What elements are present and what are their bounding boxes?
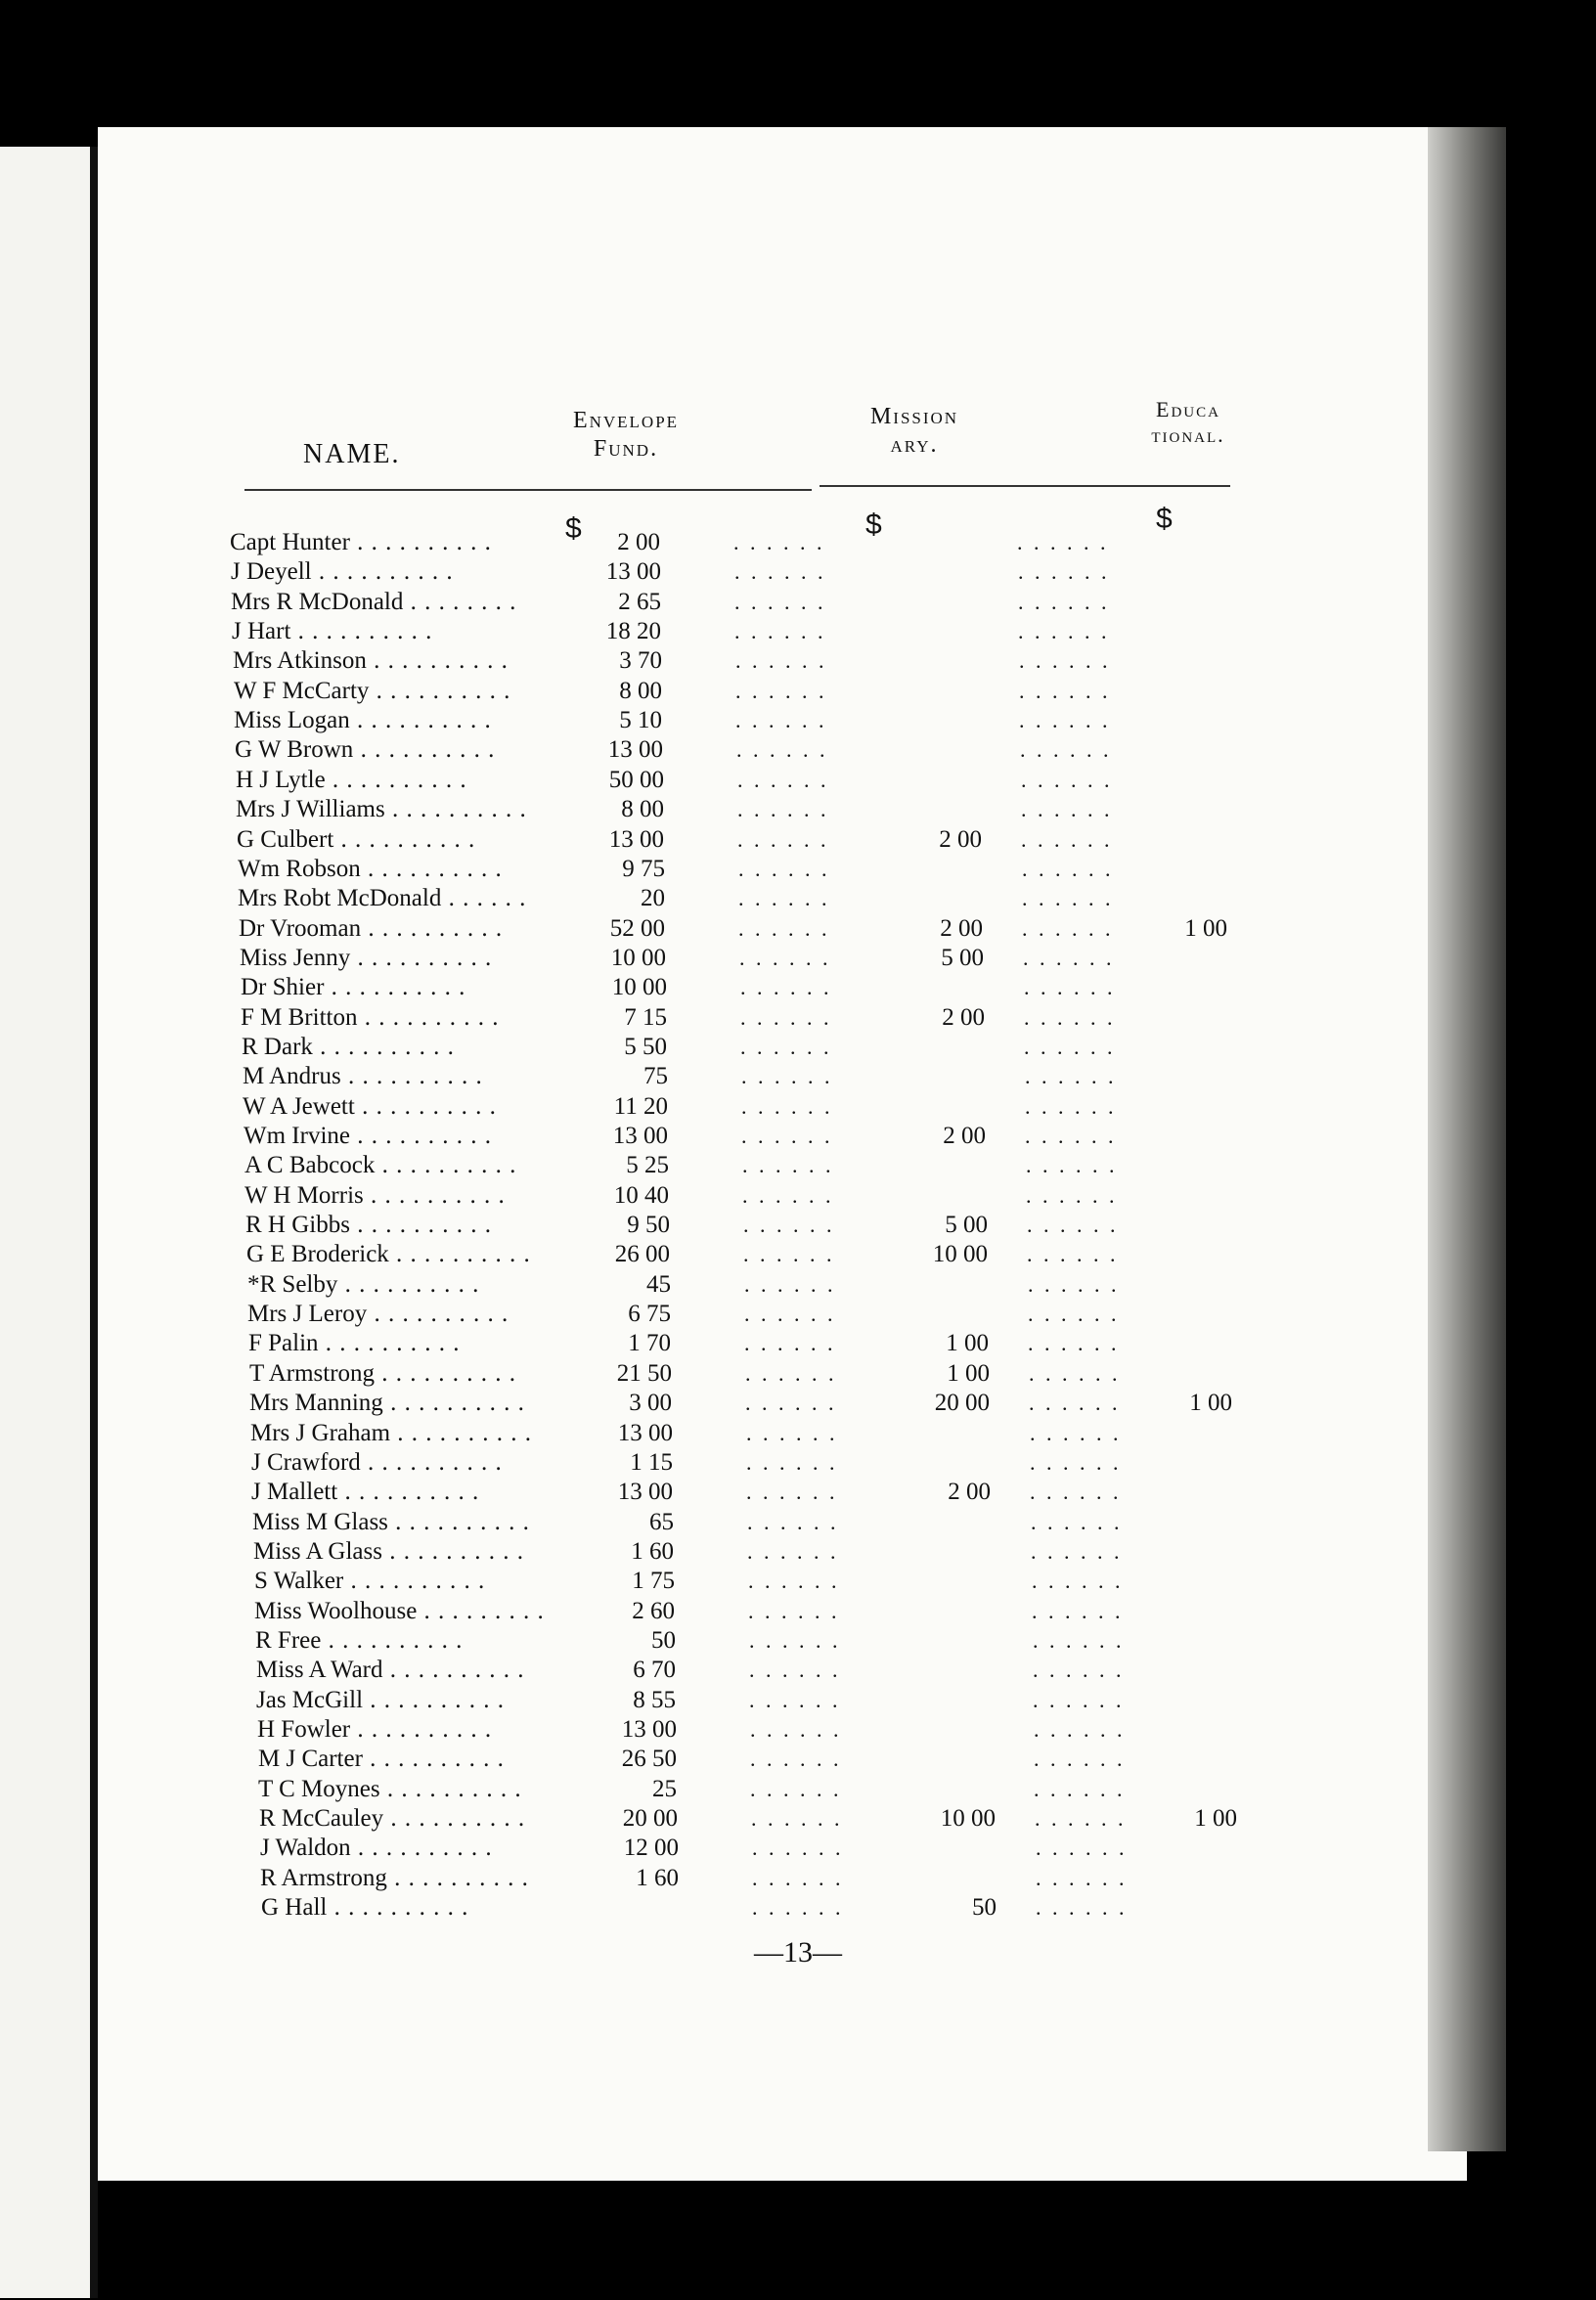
row-leader-dots-envelope: . . . . . . — [748, 1569, 840, 1594]
row-leader-dots-envelope: . . . . . . — [741, 1124, 833, 1148]
facing-page — [0, 147, 90, 2298]
row-leader-dots-envelope: . . . . . . — [745, 1391, 837, 1416]
row-name: G Hall . . . — [261, 1893, 554, 1923]
row-educational-amount: 1 00 — [1189, 1390, 1232, 1417]
row-leader-dots-envelope: . . . . . . — [750, 1747, 842, 1772]
table-row — [98, 1151, 1467, 1180]
row-leader-dots-envelope: . . . . . . — [734, 619, 826, 644]
row-leader-dots-envelope: . . . . . . — [735, 648, 827, 674]
row-leader-dots-missionary: . . . . . . — [1032, 1569, 1124, 1594]
table-row — [98, 1389, 1467, 1418]
row-leader-dots-missionary: . . . . . . — [1018, 559, 1110, 585]
row-envelope-amount: 13 00 — [621, 1716, 677, 1743]
row-leader-dots-missionary: . . . . . . — [1026, 1153, 1118, 1178]
header-mission-line2: ary. — [890, 431, 939, 458]
row-name: J Crawford . . . — [251, 1448, 545, 1478]
row-name: Wm Irvine . . . — [244, 1122, 537, 1151]
row-name: Miss A Ward . . . — [256, 1656, 550, 1685]
row-leader-dots-envelope: . . . . . . — [749, 1687, 841, 1712]
row-name: Miss Jenny . . . — [240, 944, 533, 973]
table-row — [98, 1775, 1467, 1804]
row-leader-dots-missionary: . . . . . . — [1020, 737, 1112, 763]
row-leader-dots-missionary: . . . . . . — [1031, 1538, 1123, 1564]
table-row — [98, 1092, 1467, 1122]
row-leader-dots-missionary: . . . . . . — [1017, 530, 1109, 554]
row-name: R Dark . . . — [242, 1033, 535, 1062]
row-envelope-amount: 8 00 — [619, 677, 662, 704]
row-name: J Hart . . . — [232, 617, 525, 646]
row-leader-dots-missionary: . . . . . . — [1036, 1895, 1128, 1921]
table-row — [98, 1508, 1467, 1537]
row-name: R Free . . . — [255, 1626, 549, 1656]
row-envelope-amount: 1 70 — [628, 1330, 671, 1357]
table-row — [98, 1804, 1467, 1834]
row-leader-dots-missionary: . . . . . . — [1019, 648, 1111, 674]
table-row — [98, 528, 1467, 557]
row-name: Miss Logan . . . — [234, 706, 527, 735]
row-name: W H Morris . . . — [244, 1181, 538, 1211]
row-envelope-amount: 26 00 — [614, 1241, 670, 1268]
row-envelope-amount: 25 — [652, 1775, 677, 1802]
book-spine — [90, 147, 98, 2298]
header-rule-right — [820, 485, 1230, 487]
row-envelope-amount: 2 00 — [617, 529, 660, 555]
table-row — [98, 1656, 1467, 1685]
row-name: J Deyell . . . — [231, 557, 524, 587]
row-leader-dots-missionary: . . . . . . — [1033, 1627, 1125, 1653]
row-leader-dots-envelope: . . . . . . — [750, 1776, 842, 1801]
row-leader-dots-envelope: . . . . . . — [752, 1836, 844, 1861]
row-leader-dots-envelope: . . . . . . — [750, 1717, 842, 1742]
row-missionary-amount: 5 00 — [941, 944, 984, 971]
row-envelope-amount: 1 15 — [630, 1448, 673, 1476]
table-row — [98, 1745, 1467, 1774]
row-name: Miss Woolhouse . . . — [254, 1597, 548, 1626]
row-leader-dots-envelope: . . . . . . — [746, 1480, 838, 1505]
row-leader-dots-missionary: . . . . . . — [1027, 1242, 1119, 1267]
row-name: Mrs Atkinson . . . — [233, 646, 526, 676]
row-name: J Mallett . . . — [251, 1478, 545, 1507]
row-envelope-amount: 8 00 — [621, 796, 664, 823]
row-missionary-amount: 1 00 — [947, 1359, 990, 1387]
row-envelope-amount: 5 25 — [626, 1152, 669, 1179]
row-envelope-amount: 6 70 — [633, 1657, 676, 1684]
table-row — [98, 1893, 1467, 1923]
row-name: F Palin . . . — [248, 1329, 542, 1358]
row-envelope-amount: 3 70 — [619, 647, 662, 675]
row-leader-dots-missionary: . . . . . . — [1021, 797, 1113, 822]
row-leader-dots-missionary: . . . . . . — [1030, 1480, 1122, 1505]
header-missionary — [831, 403, 998, 460]
row-envelope-amount: 65 — [649, 1508, 674, 1535]
row-envelope-amount: 9 75 — [622, 855, 665, 882]
table-row — [98, 1033, 1467, 1062]
row-leader-dots-missionary: . . . . . . — [1028, 1331, 1120, 1356]
row-envelope-amount: 13 00 — [612, 1123, 668, 1149]
header-educational — [1125, 397, 1252, 449]
row-envelope-amount: 13 00 — [617, 1479, 673, 1506]
table-row — [98, 1567, 1467, 1596]
row-leader-dots-envelope: . . . . . . — [749, 1627, 841, 1653]
row-envelope-amount: 10 00 — [610, 944, 666, 971]
row-leader-dots-envelope: . . . . . . — [749, 1658, 841, 1683]
row-envelope-amount: 10 40 — [613, 1181, 669, 1209]
row-leader-dots-missionary: . . . . . . — [1025, 1064, 1117, 1089]
table-row — [98, 795, 1467, 824]
table-row — [98, 825, 1467, 855]
table-row — [98, 1715, 1467, 1745]
table-row — [98, 1181, 1467, 1211]
row-leader-dots-missionary: . . . . . . — [1029, 1360, 1121, 1386]
row-envelope-amount: 50 00 — [608, 766, 664, 793]
row-leader-dots-missionary: . . . . . . — [1030, 1420, 1122, 1445]
row-leader-dots-envelope: . . . . . . — [746, 1449, 838, 1475]
table-row — [98, 1537, 1467, 1567]
row-envelope-amount: 13 00 — [607, 736, 663, 764]
row-leader-dots-envelope: . . . . . . — [738, 886, 830, 911]
header-envelope-line2: Fund. — [593, 435, 659, 462]
table-row — [98, 884, 1467, 913]
row-envelope-amount: 10 00 — [611, 974, 667, 1001]
row-envelope-amount: 45 — [646, 1270, 671, 1298]
row-leader-dots-missionary: . . . . . . — [1035, 1806, 1127, 1832]
row-name: *R Selby . . . — [247, 1270, 541, 1300]
table-row — [98, 1062, 1467, 1091]
row-leader-dots-missionary: . . . . . . — [1036, 1836, 1128, 1861]
row-envelope-amount: 20 — [641, 885, 665, 912]
row-leader-dots-missionary: . . . . . . — [1019, 708, 1111, 733]
row-leader-dots-missionary: . . . . . . — [1034, 1776, 1126, 1801]
header-rule-left — [244, 489, 812, 491]
row-envelope-amount: 1 60 — [631, 1537, 674, 1565]
row-leader-dots-missionary: . . . . . . — [1018, 589, 1110, 614]
row-leader-dots-missionary: . . . . . . — [1024, 975, 1116, 1000]
table-row — [98, 588, 1467, 617]
row-leader-dots-missionary: . . . . . . — [1030, 1449, 1122, 1475]
row-leader-dots-missionary: . . . . . . — [1034, 1717, 1126, 1742]
row-leader-dots-envelope: . . . . . . — [745, 1360, 837, 1386]
row-name: T Armstrong . . . — [249, 1359, 543, 1389]
row-leader-dots-envelope: . . . . . . — [734, 559, 826, 585]
row-leader-dots-missionary: . . . . . . — [1028, 1271, 1120, 1297]
row-envelope-amount: 3 00 — [629, 1390, 672, 1417]
row-name: R Armstrong . . . — [260, 1864, 554, 1893]
table-row — [98, 1834, 1467, 1863]
row-leader-dots-envelope: . . . . . . — [736, 737, 828, 763]
header-name: NAME. — [303, 439, 401, 469]
row-envelope-amount: 20 00 — [622, 1805, 678, 1833]
table-row — [98, 557, 1467, 587]
row-name: Mrs J Williams . . . — [236, 795, 529, 824]
row-envelope-amount: 26 50 — [621, 1746, 677, 1773]
row-leader-dots-envelope: . . . . . . — [735, 708, 827, 733]
table-row — [98, 855, 1467, 884]
row-envelope-amount: 11 20 — [613, 1092, 668, 1120]
table-row — [98, 735, 1467, 765]
row-leader-dots-envelope: . . . . . . — [739, 945, 831, 970]
row-leader-dots-missionary: . . . . . . — [1029, 1391, 1121, 1416]
row-name: G W Brown . . . — [235, 735, 528, 765]
row-leader-dots-missionary: . . . . . . — [1019, 678, 1111, 703]
row-leader-dots-missionary: . . . . . . — [1033, 1687, 1125, 1712]
table-row — [98, 1122, 1467, 1151]
row-leader-dots-envelope: . . . . . . — [747, 1509, 839, 1534]
row-name: W A Jewett . . . — [243, 1092, 536, 1122]
row-missionary-amount: 1 00 — [946, 1330, 989, 1357]
row-name: Miss A Glass . . . — [253, 1537, 547, 1567]
row-name: M J Carter . . . — [258, 1745, 552, 1774]
row-leader-dots-missionary: . . . . . . — [1022, 856, 1114, 881]
row-leader-dots-missionary: . . . . . . — [1024, 1034, 1116, 1059]
row-leader-dots-envelope: . . . . . . — [746, 1420, 838, 1445]
row-envelope-amount: 6 75 — [628, 1301, 671, 1328]
row-leader-dots-missionary: . . . . . . — [1036, 1865, 1128, 1890]
row-envelope-amount: 13 00 — [617, 1419, 673, 1446]
row-leader-dots-missionary: . . . . . . — [1023, 945, 1115, 970]
row-envelope-amount: 52 00 — [609, 914, 665, 942]
row-name: Capt Hunter . . . — [230, 528, 523, 557]
row-leader-dots-missionary: . . . . . . — [1028, 1302, 1120, 1327]
row-name: J Waldon . . . — [260, 1834, 554, 1863]
row-leader-dots-envelope: . . . . . . — [740, 975, 832, 1000]
row-leader-dots-missionary: . . . . . . — [1018, 619, 1110, 644]
row-envelope-amount: 2 65 — [618, 588, 661, 615]
row-name: H Fowler . . . — [257, 1715, 551, 1745]
row-leader-dots-missionary: . . . . . . — [1021, 826, 1113, 852]
row-missionary-amount: 2 00 — [940, 914, 983, 942]
row-missionary-amount: 2 00 — [942, 1003, 985, 1031]
currency-envelope: $ — [565, 512, 582, 545]
row-missionary-amount: 5 00 — [945, 1212, 988, 1239]
header-mission-line1: Mission — [869, 404, 959, 429]
row-envelope-amount: 21 50 — [616, 1359, 672, 1387]
row-name: Mrs J Graham . . . — [250, 1419, 544, 1448]
row-leader-dots-envelope: . . . . . . — [744, 1271, 836, 1297]
row-name: G E Broderick . . . — [246, 1240, 540, 1269]
row-name: G Culbert . . . — [237, 825, 530, 855]
row-leader-dots-envelope: . . . . . . — [752, 1895, 844, 1921]
row-name: Miss M Glass . . . — [252, 1508, 546, 1537]
row-name: R H Gibbs . . . — [245, 1211, 539, 1240]
row-name: F M Britton . . . — [241, 1003, 534, 1033]
row-envelope-amount: 12 00 — [623, 1835, 679, 1862]
row-leader-dots-missionary: . . . . . . — [1022, 915, 1114, 941]
table-row — [98, 1686, 1467, 1715]
row-missionary-amount: 10 00 — [932, 1241, 988, 1268]
row-leader-dots-missionary: . . . . . . — [1024, 1004, 1116, 1030]
row-name: Mrs R McDonald . . . — [231, 588, 524, 617]
table-row — [98, 766, 1467, 795]
table-row — [98, 1864, 1467, 1893]
row-leader-dots-envelope: . . . . . . — [737, 797, 829, 822]
row-name: Mrs Manning . . . — [249, 1389, 543, 1418]
row-envelope-amount: 2 60 — [632, 1597, 675, 1624]
row-leader-dots-envelope: . . . . . . — [751, 1806, 843, 1832]
table-row — [98, 1211, 1467, 1240]
table-row — [98, 677, 1467, 706]
row-leader-dots-missionary: . . . . . . — [1026, 1182, 1118, 1208]
row-leader-dots-envelope: . . . . . . — [737, 826, 829, 852]
row-envelope-amount: 8 55 — [633, 1686, 676, 1713]
row-name: T C Moynes . . . — [258, 1775, 552, 1804]
currency-missionary: $ — [865, 509, 882, 541]
row-leader-dots-envelope: . . . . . . — [741, 1093, 833, 1119]
row-leader-dots-missionary: . . . . . . — [1027, 1213, 1119, 1238]
row-missionary-amount: 2 00 — [943, 1123, 986, 1149]
header-educa-line1: Educa — [1156, 397, 1220, 421]
table-row — [98, 1329, 1467, 1358]
row-envelope-amount: 9 50 — [627, 1212, 670, 1239]
row-leader-dots-missionary: . . . . . . — [1022, 886, 1114, 911]
row-leader-dots-envelope: . . . . . . — [743, 1242, 835, 1267]
page-number: —13— — [754, 1936, 842, 1968]
row-leader-dots-missionary: . . . . . . — [1025, 1124, 1117, 1148]
row-leader-dots-missionary: . . . . . . — [1025, 1093, 1117, 1119]
table-row — [98, 914, 1467, 944]
row-leader-dots-envelope: . . . . . . — [741, 1064, 833, 1089]
row-leader-dots-envelope: . . . . . . — [744, 1302, 836, 1327]
row-missionary-amount: 2 00 — [948, 1479, 991, 1506]
row-leader-dots-envelope: . . . . . . — [740, 1034, 832, 1059]
row-leader-dots-envelope: . . . . . . — [748, 1598, 840, 1623]
table-row — [98, 1448, 1467, 1478]
header-educa-line2: tional. — [1151, 422, 1225, 448]
table-row — [98, 1003, 1467, 1033]
row-envelope-amount: 75 — [643, 1063, 668, 1090]
row-leader-dots-envelope: . . . . . . — [738, 915, 830, 941]
header-envelope-line1: Envelope — [572, 408, 680, 433]
table-row — [98, 617, 1467, 646]
row-leader-dots-missionary: . . . . . . — [1033, 1658, 1125, 1683]
row-name: S Walker . . . — [254, 1567, 548, 1596]
row-leader-dots-envelope: . . . . . . — [735, 678, 827, 703]
row-leader-dots-envelope: . . . . . . — [733, 530, 825, 554]
row-name: W F McCarty . . . — [234, 677, 527, 706]
row-educational-amount: 1 00 — [1184, 914, 1227, 942]
row-name: Wm Robson . . . — [238, 855, 531, 884]
row-envelope-amount: 18 20 — [605, 618, 661, 645]
row-name: Dr Shier . . . — [241, 973, 534, 1002]
row-educational-amount: 1 00 — [1194, 1805, 1237, 1833]
header-envelope-fund — [528, 407, 724, 464]
table-row — [98, 1240, 1467, 1269]
row-leader-dots-envelope: . . . . . . — [742, 1153, 834, 1178]
table-row — [98, 1270, 1467, 1300]
row-leader-dots-envelope: . . . . . . — [738, 856, 830, 881]
row-missionary-amount: 10 00 — [940, 1805, 996, 1833]
row-envelope-amount: 5 50 — [624, 1033, 667, 1060]
table-row — [98, 706, 1467, 735]
row-leader-dots-missionary: . . . . . . — [1031, 1509, 1123, 1534]
row-missionary-amount: 50 — [972, 1894, 997, 1922]
row-missionary-amount: 20 00 — [934, 1390, 990, 1417]
table-row — [98, 1419, 1467, 1448]
row-missionary-amount: 2 00 — [939, 825, 982, 853]
row-name: M Andrus . . . — [243, 1062, 536, 1091]
row-leader-dots-envelope: . . . . . . — [734, 589, 826, 614]
row-envelope-amount: 1 75 — [632, 1568, 675, 1595]
row-name: R McCauley . . . — [259, 1804, 553, 1834]
row-leader-dots-envelope: . . . . . . — [740, 1004, 832, 1030]
row-leader-dots-missionary: . . . . . . — [1034, 1747, 1126, 1772]
table-row — [98, 1597, 1467, 1626]
table-row — [98, 1359, 1467, 1389]
row-leader-dots-envelope: . . . . . . — [747, 1538, 839, 1564]
row-leader-dots-envelope: . . . . . . — [744, 1331, 836, 1356]
table-row — [98, 944, 1467, 973]
row-envelope-amount: 5 10 — [619, 707, 662, 734]
row-name: Mrs Robt McDonald . . . — [238, 884, 531, 913]
row-leader-dots-missionary: . . . . . . — [1021, 767, 1113, 792]
table-row — [98, 1300, 1467, 1329]
row-envelope-amount: 13 00 — [605, 558, 661, 586]
row-name: Dr Vrooman . . . — [239, 914, 532, 944]
row-leader-dots-missionary: . . . . . . — [1032, 1598, 1124, 1623]
row-name: A C Babcock . . . — [244, 1151, 538, 1180]
row-envelope-amount: 50 — [651, 1626, 676, 1654]
row-name: H J Lytle . . . — [236, 766, 529, 795]
row-name: Jas McGill . . . — [256, 1686, 550, 1715]
currency-educational: $ — [1156, 503, 1173, 535]
table-row — [98, 973, 1467, 1002]
table-row — [98, 646, 1467, 676]
row-leader-dots-envelope: . . . . . . — [752, 1865, 844, 1890]
row-envelope-amount: 13 00 — [608, 825, 664, 853]
row-envelope-amount: 7 15 — [624, 1003, 667, 1031]
row-leader-dots-envelope: . . . . . . — [737, 767, 829, 792]
row-name: Mrs J Leroy . . . — [247, 1300, 541, 1329]
row-leader-dots-envelope: . . . . . . — [742, 1182, 834, 1208]
table-row — [98, 1626, 1467, 1656]
row-leader-dots-envelope: . . . . . . — [743, 1213, 835, 1238]
row-envelope-amount: 1 60 — [636, 1864, 679, 1891]
table-row — [98, 1478, 1467, 1507]
